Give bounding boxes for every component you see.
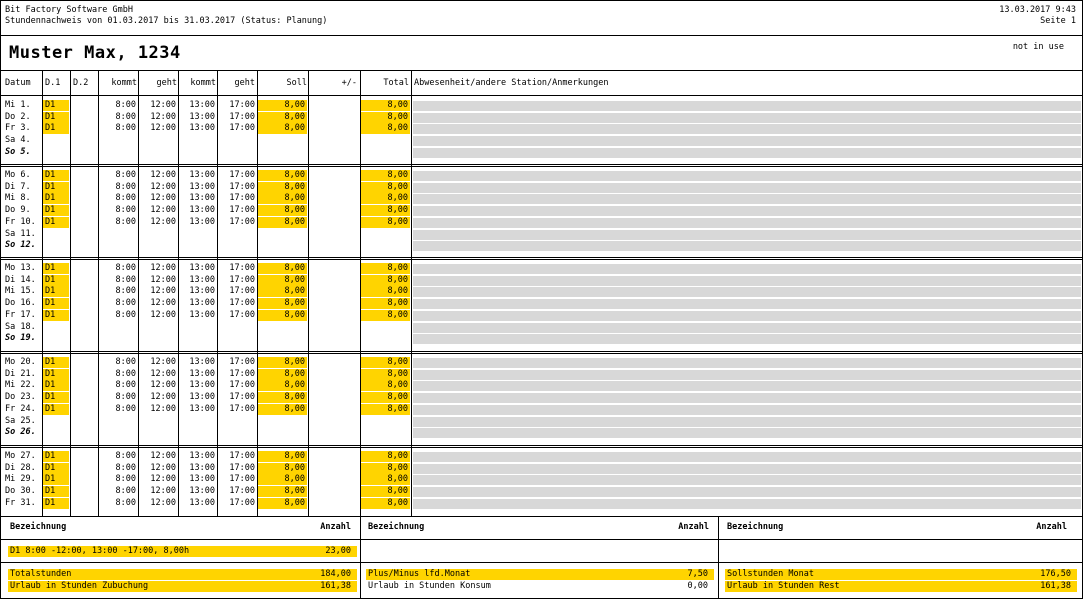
soll-hours: 8,00 — [258, 404, 307, 415]
row-stripe — [413, 113, 1081, 123]
row-stripe — [413, 276, 1081, 286]
col-header-d2: D.2 — [73, 78, 89, 88]
kommt-time: 13:00 — [189, 392, 215, 402]
col-header-kommt: kommt — [190, 78, 216, 88]
geht-time: 12:00 — [150, 217, 176, 227]
kommt-time: 8:00 — [115, 298, 136, 308]
kommt-time: 13:00 — [189, 286, 215, 296]
day-label: So 26. — [5, 427, 36, 437]
geht-time: 12:00 — [150, 263, 176, 273]
dienst-code: D1 — [43, 392, 69, 403]
soll-hours: 8,00 — [258, 217, 307, 228]
soll-hours: 8,00 — [258, 286, 307, 297]
divider — [1, 539, 1082, 540]
row-stripe — [413, 183, 1081, 193]
column-divider — [308, 71, 309, 516]
geht-time: 17:00 — [229, 275, 255, 285]
kommt-time: 13:00 — [189, 451, 215, 461]
summary-label: Urlaub in Stunden Rest — [727, 581, 840, 591]
total-hours: 8,00 — [361, 463, 410, 474]
kommt-time: 8:00 — [115, 486, 136, 496]
day-label: Mi 29. — [5, 474, 36, 484]
dienst-description: D1 8:00 -12:00, 13:00 -17:00, 8,00h — [10, 546, 190, 556]
person-title: Muster Max, 1234 — [9, 43, 181, 63]
kommt-time: 13:00 — [189, 474, 215, 484]
geht-time: 12:00 — [150, 498, 176, 508]
row-stripe — [413, 101, 1081, 111]
total-hours: 8,00 — [361, 451, 410, 462]
row-stripe — [413, 264, 1081, 274]
geht-time: 12:00 — [150, 310, 176, 320]
day-label: Mi 22. — [5, 380, 36, 390]
day-label: Mi 1. — [5, 100, 31, 110]
week-separator — [1, 259, 1082, 260]
summary-header-label: Bezeichnung — [368, 522, 425, 532]
col-header-kommt: kommt — [111, 78, 137, 88]
row-stripe — [413, 287, 1081, 297]
summary-value: 161,38 — [1040, 581, 1071, 591]
soll-hours: 8,00 — [258, 380, 307, 391]
total-hours: 8,00 — [361, 498, 410, 509]
day-label: Sa 18. — [5, 322, 36, 332]
dienst-code: D1 — [43, 357, 69, 368]
summary-header-count: Anzahl — [678, 522, 709, 532]
day-label: Di 28. — [5, 463, 36, 473]
row-stripe — [413, 405, 1081, 415]
soll-hours: 8,00 — [258, 112, 307, 123]
column-divider — [411, 71, 412, 516]
dienst-code: D1 — [43, 404, 69, 415]
divider — [1, 95, 1082, 96]
summary-header-count: Anzahl — [320, 522, 351, 532]
total-hours: 8,00 — [361, 380, 410, 391]
total-hours: 8,00 — [361, 369, 410, 380]
report-subtitle: Stundennachweis von 01.03.2017 bis 31.03.2017 (Status: Planung) — [5, 16, 328, 26]
row-stripe — [413, 334, 1081, 344]
geht-time: 12:00 — [150, 275, 176, 285]
total-hours: 8,00 — [361, 123, 410, 134]
geht-time: 17:00 — [229, 463, 255, 473]
kommt-time: 8:00 — [115, 380, 136, 390]
summary-value: 7,50 — [687, 569, 708, 579]
day-label: Do 2. — [5, 112, 31, 122]
dienst-code: D1 — [43, 205, 69, 216]
geht-time: 12:00 — [150, 112, 176, 122]
kommt-time: 8:00 — [115, 275, 136, 285]
kommt-time: 13:00 — [189, 380, 215, 390]
summary-label: Totalstunden — [10, 569, 72, 579]
geht-time: 17:00 — [229, 486, 255, 496]
report-meta — [999, 5, 1076, 27]
summary-row — [725, 581, 1077, 592]
geht-time: 17:00 — [229, 205, 255, 215]
row-stripe — [413, 487, 1081, 497]
report-header — [5, 5, 327, 27]
dienst-code: D1 — [43, 463, 69, 474]
col-header-d1: D.1 — [45, 78, 61, 88]
kommt-time: 8:00 — [115, 286, 136, 296]
col-header-remarks: Abwesenheit/andere Station/Anmerkungen — [414, 78, 609, 88]
total-hours: 8,00 — [361, 263, 410, 274]
geht-time: 17:00 — [229, 392, 255, 402]
day-label: Mi 8. — [5, 193, 31, 203]
total-hours: 8,00 — [361, 112, 410, 123]
row-stripe — [413, 124, 1081, 134]
dienst-code: D1 — [43, 193, 69, 204]
kommt-time: 8:00 — [115, 357, 136, 367]
day-label: Sa 11. — [5, 229, 36, 239]
row-stripe — [413, 475, 1081, 485]
week-separator — [1, 257, 1082, 258]
day-label: Fr 10. — [5, 217, 36, 227]
page-number: Seite 1 — [1040, 16, 1076, 26]
geht-time: 12:00 — [150, 380, 176, 390]
day-label: Do 30. — [5, 486, 36, 496]
summary-row — [8, 569, 357, 580]
kommt-time: 8:00 — [115, 369, 136, 379]
soll-hours: 8,00 — [258, 275, 307, 286]
geht-time: 17:00 — [229, 100, 255, 110]
col-header-plusminus: +/- — [341, 78, 357, 88]
col-header-datum: Datum — [5, 78, 31, 88]
geht-time: 12:00 — [150, 369, 176, 379]
row-stripe — [413, 206, 1081, 216]
geht-time: 12:00 — [150, 100, 176, 110]
summary-header-count: Anzahl — [1036, 522, 1067, 532]
kommt-time: 13:00 — [189, 182, 215, 192]
row-stripe — [413, 393, 1081, 403]
soll-hours: 8,00 — [258, 170, 307, 181]
row-stripe — [413, 323, 1081, 333]
summary-label: Urlaub in Stunden Konsum — [368, 581, 491, 591]
day-label: So 5. — [5, 147, 31, 157]
row-stripe — [413, 311, 1081, 321]
day-label: Fr 3. — [5, 123, 31, 133]
day-label: Fr 31. — [5, 498, 36, 508]
total-hours: 8,00 — [361, 404, 410, 415]
summary-value: 161,38 — [320, 581, 351, 591]
total-hours: 8,00 — [361, 182, 410, 193]
kommt-time: 13:00 — [189, 263, 215, 273]
geht-time: 12:00 — [150, 123, 176, 133]
dienst-code: D1 — [43, 498, 69, 509]
total-hours: 8,00 — [361, 486, 410, 497]
summary-label: Sollstunden Monat — [727, 569, 814, 579]
summary-row — [725, 569, 1077, 580]
total-hours: 8,00 — [361, 193, 410, 204]
dienst-code: D1 — [43, 123, 69, 134]
col-header-total: Total — [383, 78, 409, 88]
row-stripe — [413, 381, 1081, 391]
kommt-time: 8:00 — [115, 123, 136, 133]
soll-hours: 8,00 — [258, 463, 307, 474]
soll-hours: 8,00 — [258, 263, 307, 274]
geht-time: 12:00 — [150, 357, 176, 367]
soll-hours: 8,00 — [258, 392, 307, 403]
soll-hours: 8,00 — [258, 193, 307, 204]
dienst-code: D1 — [43, 380, 69, 391]
dienst-summary-row — [8, 546, 357, 557]
geht-time: 12:00 — [150, 451, 176, 461]
geht-time: 17:00 — [229, 357, 255, 367]
company-name: Bit Factory Software GmbH — [5, 5, 133, 15]
total-hours: 8,00 — [361, 474, 410, 485]
day-label: Do 16. — [5, 298, 36, 308]
total-hours: 8,00 — [361, 205, 410, 216]
soll-hours: 8,00 — [258, 298, 307, 309]
geht-time: 17:00 — [229, 217, 255, 227]
geht-time: 17:00 — [229, 170, 255, 180]
summary-row — [366, 569, 714, 580]
day-label: Mo 6. — [5, 170, 31, 180]
geht-time: 12:00 — [150, 193, 176, 203]
dienst-code: D1 — [43, 112, 69, 123]
kommt-time: 13:00 — [189, 463, 215, 473]
kommt-time: 8:00 — [115, 474, 136, 484]
geht-time: 17:00 — [229, 498, 255, 508]
geht-time: 12:00 — [150, 474, 176, 484]
geht-time: 12:00 — [150, 392, 176, 402]
dienst-code: D1 — [43, 298, 69, 309]
kommt-time: 8:00 — [115, 112, 136, 122]
row-stripe — [413, 428, 1081, 438]
kommt-time: 13:00 — [189, 310, 215, 320]
geht-time: 17:00 — [229, 112, 255, 122]
kommt-time: 8:00 — [115, 205, 136, 215]
row-stripe — [413, 241, 1081, 251]
day-label: So 12. — [5, 240, 36, 250]
divider — [718, 516, 719, 599]
day-label: Do 23. — [5, 392, 36, 402]
geht-time: 12:00 — [150, 182, 176, 192]
summary-value: 0,00 — [687, 581, 708, 591]
geht-time: 12:00 — [150, 486, 176, 496]
geht-time: 17:00 — [229, 123, 255, 133]
dienst-code: D1 — [43, 217, 69, 228]
soll-hours: 8,00 — [258, 182, 307, 193]
soll-hours: 8,00 — [258, 486, 307, 497]
geht-time: 17:00 — [229, 380, 255, 390]
soll-hours: 8,00 — [258, 123, 307, 134]
kommt-time: 8:00 — [115, 498, 136, 508]
col-header-geht: geht — [234, 78, 255, 88]
week-separator — [1, 351, 1082, 352]
dienst-code: D1 — [43, 369, 69, 380]
kommt-time: 13:00 — [189, 498, 215, 508]
day-label: Di 14. — [5, 275, 36, 285]
row-stripe — [413, 218, 1081, 228]
week-separator — [1, 445, 1082, 446]
kommt-time: 13:00 — [189, 112, 215, 122]
day-label: Mo 20. — [5, 357, 36, 367]
total-hours: 8,00 — [361, 217, 410, 228]
soll-hours: 8,00 — [258, 474, 307, 485]
soll-hours: 8,00 — [258, 357, 307, 368]
kommt-time: 8:00 — [115, 263, 136, 273]
summary-header-label: Bezeichnung — [727, 522, 784, 532]
day-label: Fr 17. — [5, 310, 36, 320]
geht-time: 12:00 — [150, 170, 176, 180]
dienst-code: D1 — [43, 100, 69, 111]
kommt-time: 8:00 — [115, 182, 136, 192]
row-stripe — [413, 171, 1081, 181]
kommt-time: 8:00 — [115, 404, 136, 414]
day-label: Mo 13. — [5, 263, 36, 273]
week-separator — [1, 164, 1082, 165]
summary-label: Plus/Minus lfd.Monat — [368, 569, 471, 579]
status-note: not in use — [1012, 42, 1064, 52]
summary-row — [366, 581, 714, 592]
kommt-time: 13:00 — [189, 205, 215, 215]
soll-hours: 8,00 — [258, 451, 307, 462]
dienst-code: D1 — [43, 170, 69, 181]
kommt-time: 13:00 — [189, 298, 215, 308]
total-hours: 8,00 — [361, 357, 410, 368]
day-label: Di 7. — [5, 182, 31, 192]
soll-hours: 8,00 — [258, 310, 307, 321]
day-label: So 19. — [5, 333, 36, 343]
geht-time: 12:00 — [150, 298, 176, 308]
column-divider — [70, 71, 71, 516]
kommt-time: 13:00 — [189, 123, 215, 133]
divider — [1, 35, 1082, 36]
geht-time: 17:00 — [229, 193, 255, 203]
total-hours: 8,00 — [361, 275, 410, 286]
kommt-time: 8:00 — [115, 193, 136, 203]
divider — [1, 516, 1082, 517]
row-stripe — [413, 136, 1081, 146]
row-stripe — [413, 417, 1081, 427]
row-stripe — [413, 370, 1081, 380]
kommt-time: 13:00 — [189, 100, 215, 110]
dienst-code: D1 — [43, 182, 69, 193]
total-hours: 8,00 — [361, 100, 410, 111]
day-label: Mo 27. — [5, 451, 36, 461]
kommt-time: 8:00 — [115, 310, 136, 320]
soll-hours: 8,00 — [258, 100, 307, 111]
week-separator — [1, 447, 1082, 448]
dienst-code: D1 — [43, 451, 69, 462]
day-label: Fr 24. — [5, 404, 36, 414]
geht-time: 17:00 — [229, 310, 255, 320]
kommt-time: 13:00 — [189, 193, 215, 203]
geht-time: 12:00 — [150, 404, 176, 414]
kommt-time: 13:00 — [189, 369, 215, 379]
geht-time: 12:00 — [150, 205, 176, 215]
total-hours: 8,00 — [361, 310, 410, 321]
kommt-time: 8:00 — [115, 451, 136, 461]
row-stripe — [413, 148, 1081, 158]
kommt-time: 13:00 — [189, 357, 215, 367]
geht-time: 17:00 — [229, 286, 255, 296]
kommt-time: 8:00 — [115, 217, 136, 227]
kommt-time: 8:00 — [115, 392, 136, 402]
summary-value: 176,50 — [1040, 569, 1071, 579]
soll-hours: 8,00 — [258, 369, 307, 380]
geht-time: 17:00 — [229, 298, 255, 308]
summary-value: 184,00 — [320, 569, 351, 579]
kommt-time: 13:00 — [189, 170, 215, 180]
total-hours: 8,00 — [361, 286, 410, 297]
row-stripe — [413, 299, 1081, 309]
row-stripe — [413, 194, 1081, 204]
geht-time: 17:00 — [229, 404, 255, 414]
geht-time: 17:00 — [229, 263, 255, 273]
geht-time: 17:00 — [229, 451, 255, 461]
kommt-time: 13:00 — [189, 404, 215, 414]
dienst-code: D1 — [43, 275, 69, 286]
kommt-time: 13:00 — [189, 217, 215, 227]
col-header-soll: Soll — [286, 78, 307, 88]
kommt-time: 8:00 — [115, 100, 136, 110]
geht-time: 17:00 — [229, 369, 255, 379]
total-hours: 8,00 — [361, 392, 410, 403]
dienst-code: D1 — [43, 263, 69, 274]
day-label: Sa 4. — [5, 135, 31, 145]
kommt-time: 13:00 — [189, 486, 215, 496]
row-stripe — [413, 499, 1081, 509]
row-stripe — [413, 230, 1081, 240]
divider — [360, 516, 361, 599]
total-hours: 8,00 — [361, 298, 410, 309]
dienst-code: D1 — [43, 474, 69, 485]
geht-time: 17:00 — [229, 182, 255, 192]
dienst-code: D1 — [43, 286, 69, 297]
dienst-code: D1 — [43, 486, 69, 497]
week-separator — [1, 166, 1082, 167]
day-label: Do 9. — [5, 205, 31, 215]
day-label: Mi 15. — [5, 286, 36, 296]
day-label: Di 21. — [5, 369, 36, 379]
col-header-geht: geht — [156, 78, 177, 88]
geht-time: 17:00 — [229, 474, 255, 484]
total-hours: 8,00 — [361, 170, 410, 181]
kommt-time: 8:00 — [115, 463, 136, 473]
summary-label: Urlaub in Stunden Zubuchung — [10, 581, 149, 591]
soll-hours: 8,00 — [258, 498, 307, 509]
dienst-code: D1 — [43, 310, 69, 321]
row-stripe — [413, 464, 1081, 474]
row-stripe — [413, 452, 1081, 462]
geht-time: 12:00 — [150, 286, 176, 296]
kommt-time: 8:00 — [115, 170, 136, 180]
soll-hours: 8,00 — [258, 205, 307, 216]
day-label: Sa 25. — [5, 416, 36, 426]
week-separator — [1, 353, 1082, 354]
geht-time: 12:00 — [150, 463, 176, 473]
divider — [1, 70, 1082, 71]
divider — [1, 562, 1082, 563]
summary-row — [8, 581, 357, 592]
summary-header-label: Bezeichnung — [10, 522, 67, 532]
print-datetime: 13.03.2017 9:43 — [999, 5, 1076, 15]
row-stripe — [413, 358, 1081, 368]
kommt-time: 13:00 — [189, 275, 215, 285]
dienst-count: 23,00 — [325, 546, 351, 556]
